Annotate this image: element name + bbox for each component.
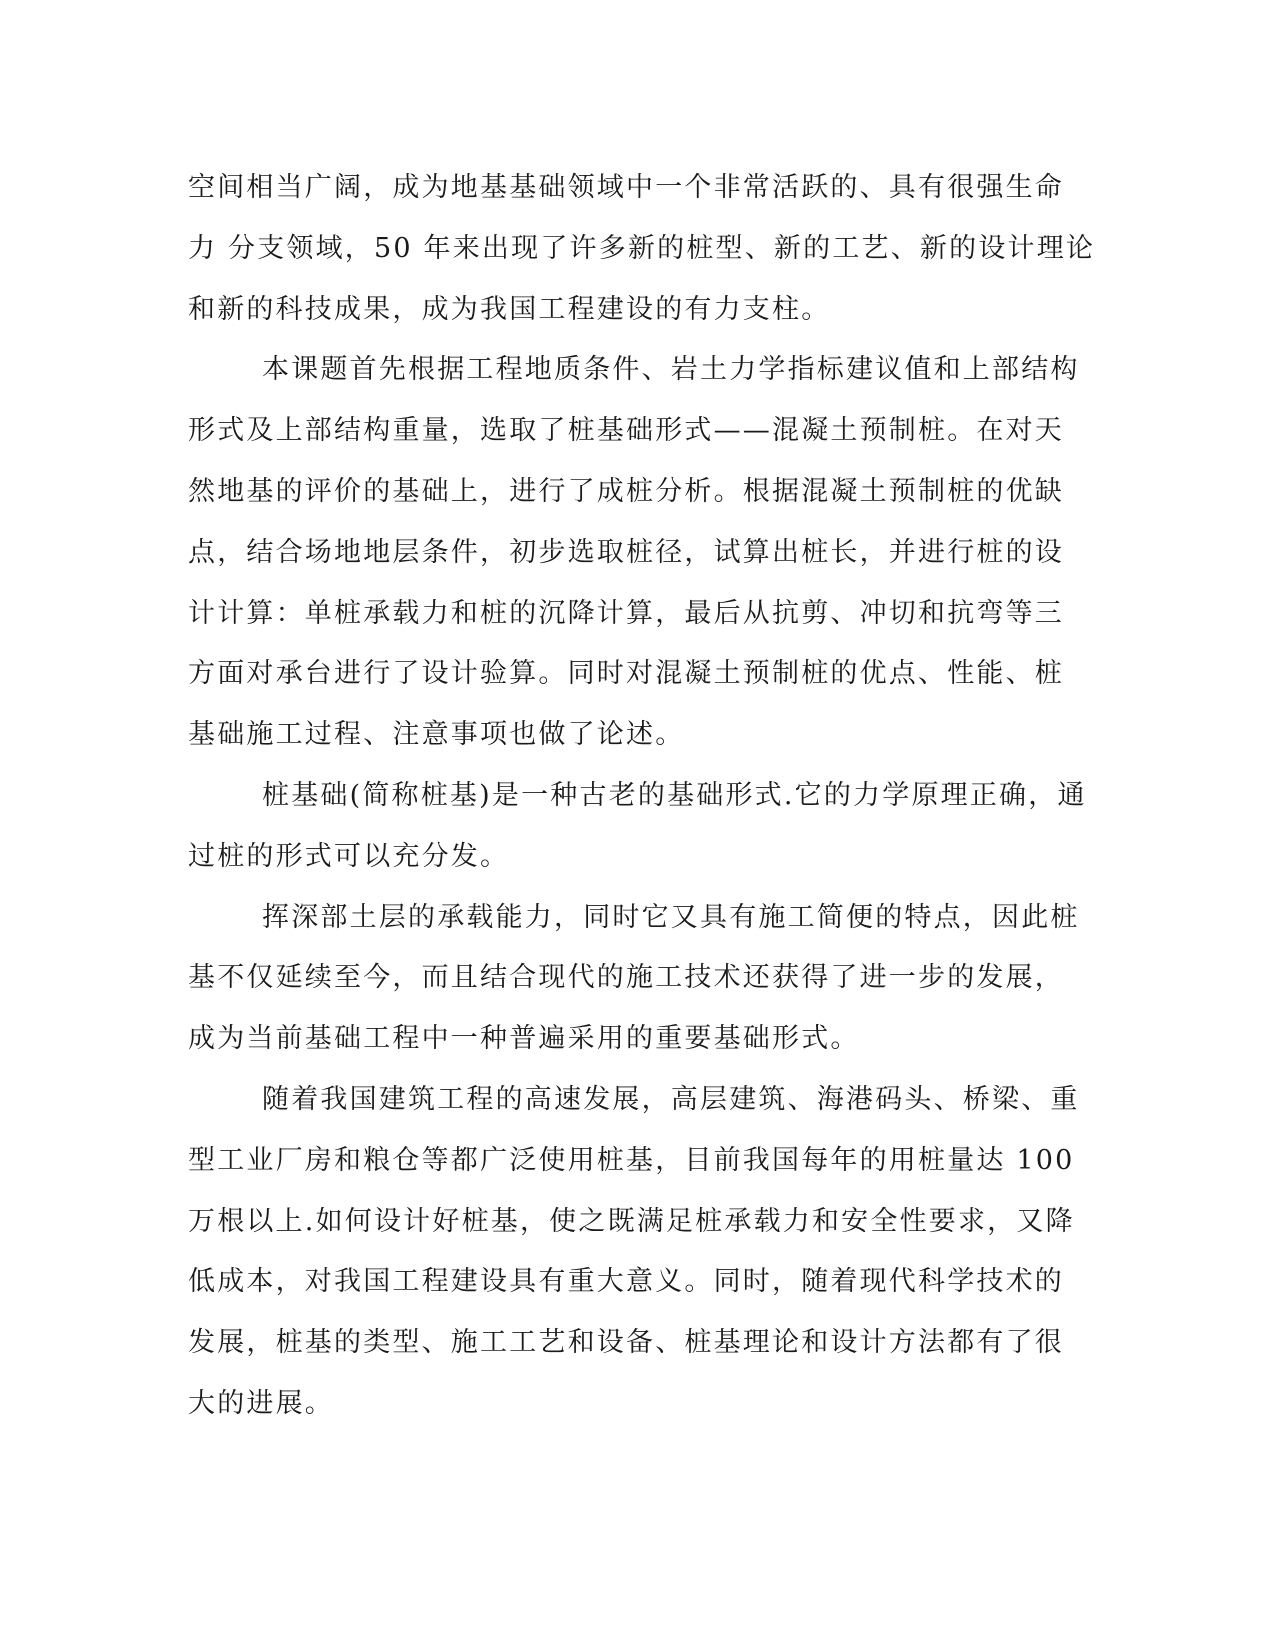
text-line: 成为当前基础工程中一种普遍采用的重要基础形式。 (188, 1023, 860, 1055)
text-line: 过桩的形式可以充分发。 (188, 840, 510, 872)
text-line: 低成本，对我国工程建设具有重大意义。同时，随着现代科学技术的 (188, 1266, 1064, 1298)
text-line: 然地基的评价的基础上，进行了成桩分析。根据混凝土预制桩的优缺 (188, 475, 1064, 507)
paragraph-first-line: 随着我国建筑工程的高速发展，高层建筑、海港码头、桥梁、重 (262, 1083, 1080, 1115)
document-body (188, 158, 1096, 1435)
text-line: 基础施工过程、注意事项也做了论述。 (188, 719, 685, 751)
text-line: 力 分支领域，50 年来出现了许多新的桩型、新的工艺、新的设计理论 (188, 232, 1096, 264)
paragraph-first-line: 挥深部土层的承载能力，同时它又具有施工简便的特点，因此桩 (262, 901, 1080, 933)
paragraph-first-line: 本课题首先根据工程地质条件、岩土力学指标建议值和上部结构 (262, 354, 1080, 386)
text-line: 形式及上部结构重量，选取了桩基础形式——混凝土预制桩。在对天 (188, 415, 1064, 447)
text-line: 空间相当广阔，成为地基基础领域中一个非常活跃的、具有很强生命 (188, 172, 1064, 203)
text-line: 点，结合场地地层条件，初步选取桩径，试算出桩长，并进行桩的设 (188, 536, 1064, 568)
text-line: 方面对承台进行了设计验算。同时对混凝土预制桩的优点、性能、桩 (188, 658, 1064, 690)
text-line: 大的进展。 (188, 1387, 334, 1419)
text-line: 和新的科技成果，成为我国工程建设的有力支柱。 (188, 293, 831, 325)
text-line: 万根以上.如何设计好桩基，使之既满足桩承载力和安全性要求，又降 (188, 1205, 1075, 1237)
text-line: 基不仅延续至今，而且结合现代的施工技术还获得了进一步的发展， (188, 962, 1064, 994)
text-line: 发展，桩基的类型、施工工艺和设备、桩基理论和设计方法都有了很 (188, 1327, 1064, 1359)
paragraph-first-line: 桩基础(简称桩基)是一种古老的基础形式.它的力学原理正确，通 (262, 779, 1087, 811)
text-line: 型工业厂房和粮仓等都广泛使用桩基，目前我国每年的用桩量达 100 (188, 1144, 1075, 1176)
text-line: 计计算：单桩承载力和桩的沉降计算，最后从抗剪、冲切和抗弯等三 (188, 597, 1064, 629)
